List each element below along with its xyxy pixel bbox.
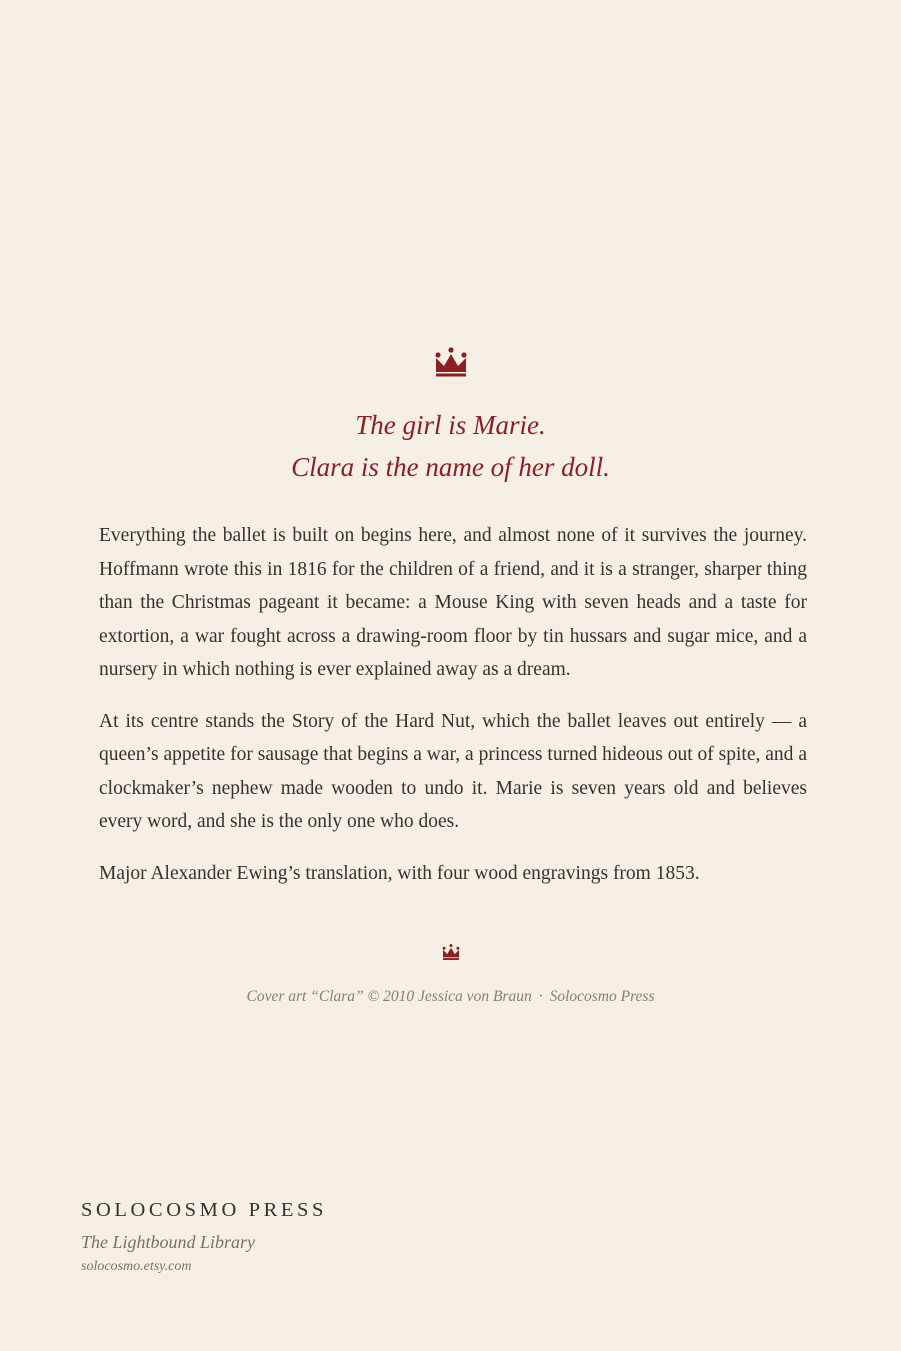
description xyxy=(99,519,807,908)
headline-line-2: Clara is the name of her doll. xyxy=(291,452,610,482)
credit-separator: · xyxy=(538,988,543,1005)
publisher-name: SOLOCOSMO PRESS xyxy=(81,1199,327,1221)
headline xyxy=(0,404,901,488)
cover-art-credit: Cover art “Clara” © 2010 Jessica von Braun xyxy=(246,988,532,1005)
cover-credit xyxy=(0,988,901,1006)
publisher-block xyxy=(81,1196,327,1277)
paragraph: Major Alexander Ewing’s translation, with four wood engravings from 1853. xyxy=(99,862,700,884)
crown-icon xyxy=(435,347,467,377)
headline-line-1: The girl is Marie. xyxy=(355,410,546,440)
credit-press: Solocosmo Press xyxy=(549,988,655,1005)
crown-divider-icon xyxy=(442,944,460,960)
paragraph: Everything the ballet is built on begins here, and almost none of it survives the journey. Hoffmann wrote this in 1816 for the children of a friend, and it is a stranger, sharper thing than the Christmas pageant it became: a Mouse King with seven heads and a taste for extortion, a war fought across a drawing-room floor by tin hussars and sugar mice, and a nursery in which nothing is ever explained away as a dream. xyxy=(99,525,807,680)
series-name: The Lightbound Library xyxy=(81,1232,256,1252)
paragraph: At its centre stands the Story of the Hard Nut, which the ballet leaves out entirely — a queen’s appetite for sausage that begins a war, a princess turned hideous out of spite, and a clockmaker’s nephew made wooden to undo it. Marie is seven years old and believes every word, and she is the only one who does. xyxy=(99,710,807,832)
publisher-url: solocosmo.etsy.com xyxy=(81,1259,192,1274)
